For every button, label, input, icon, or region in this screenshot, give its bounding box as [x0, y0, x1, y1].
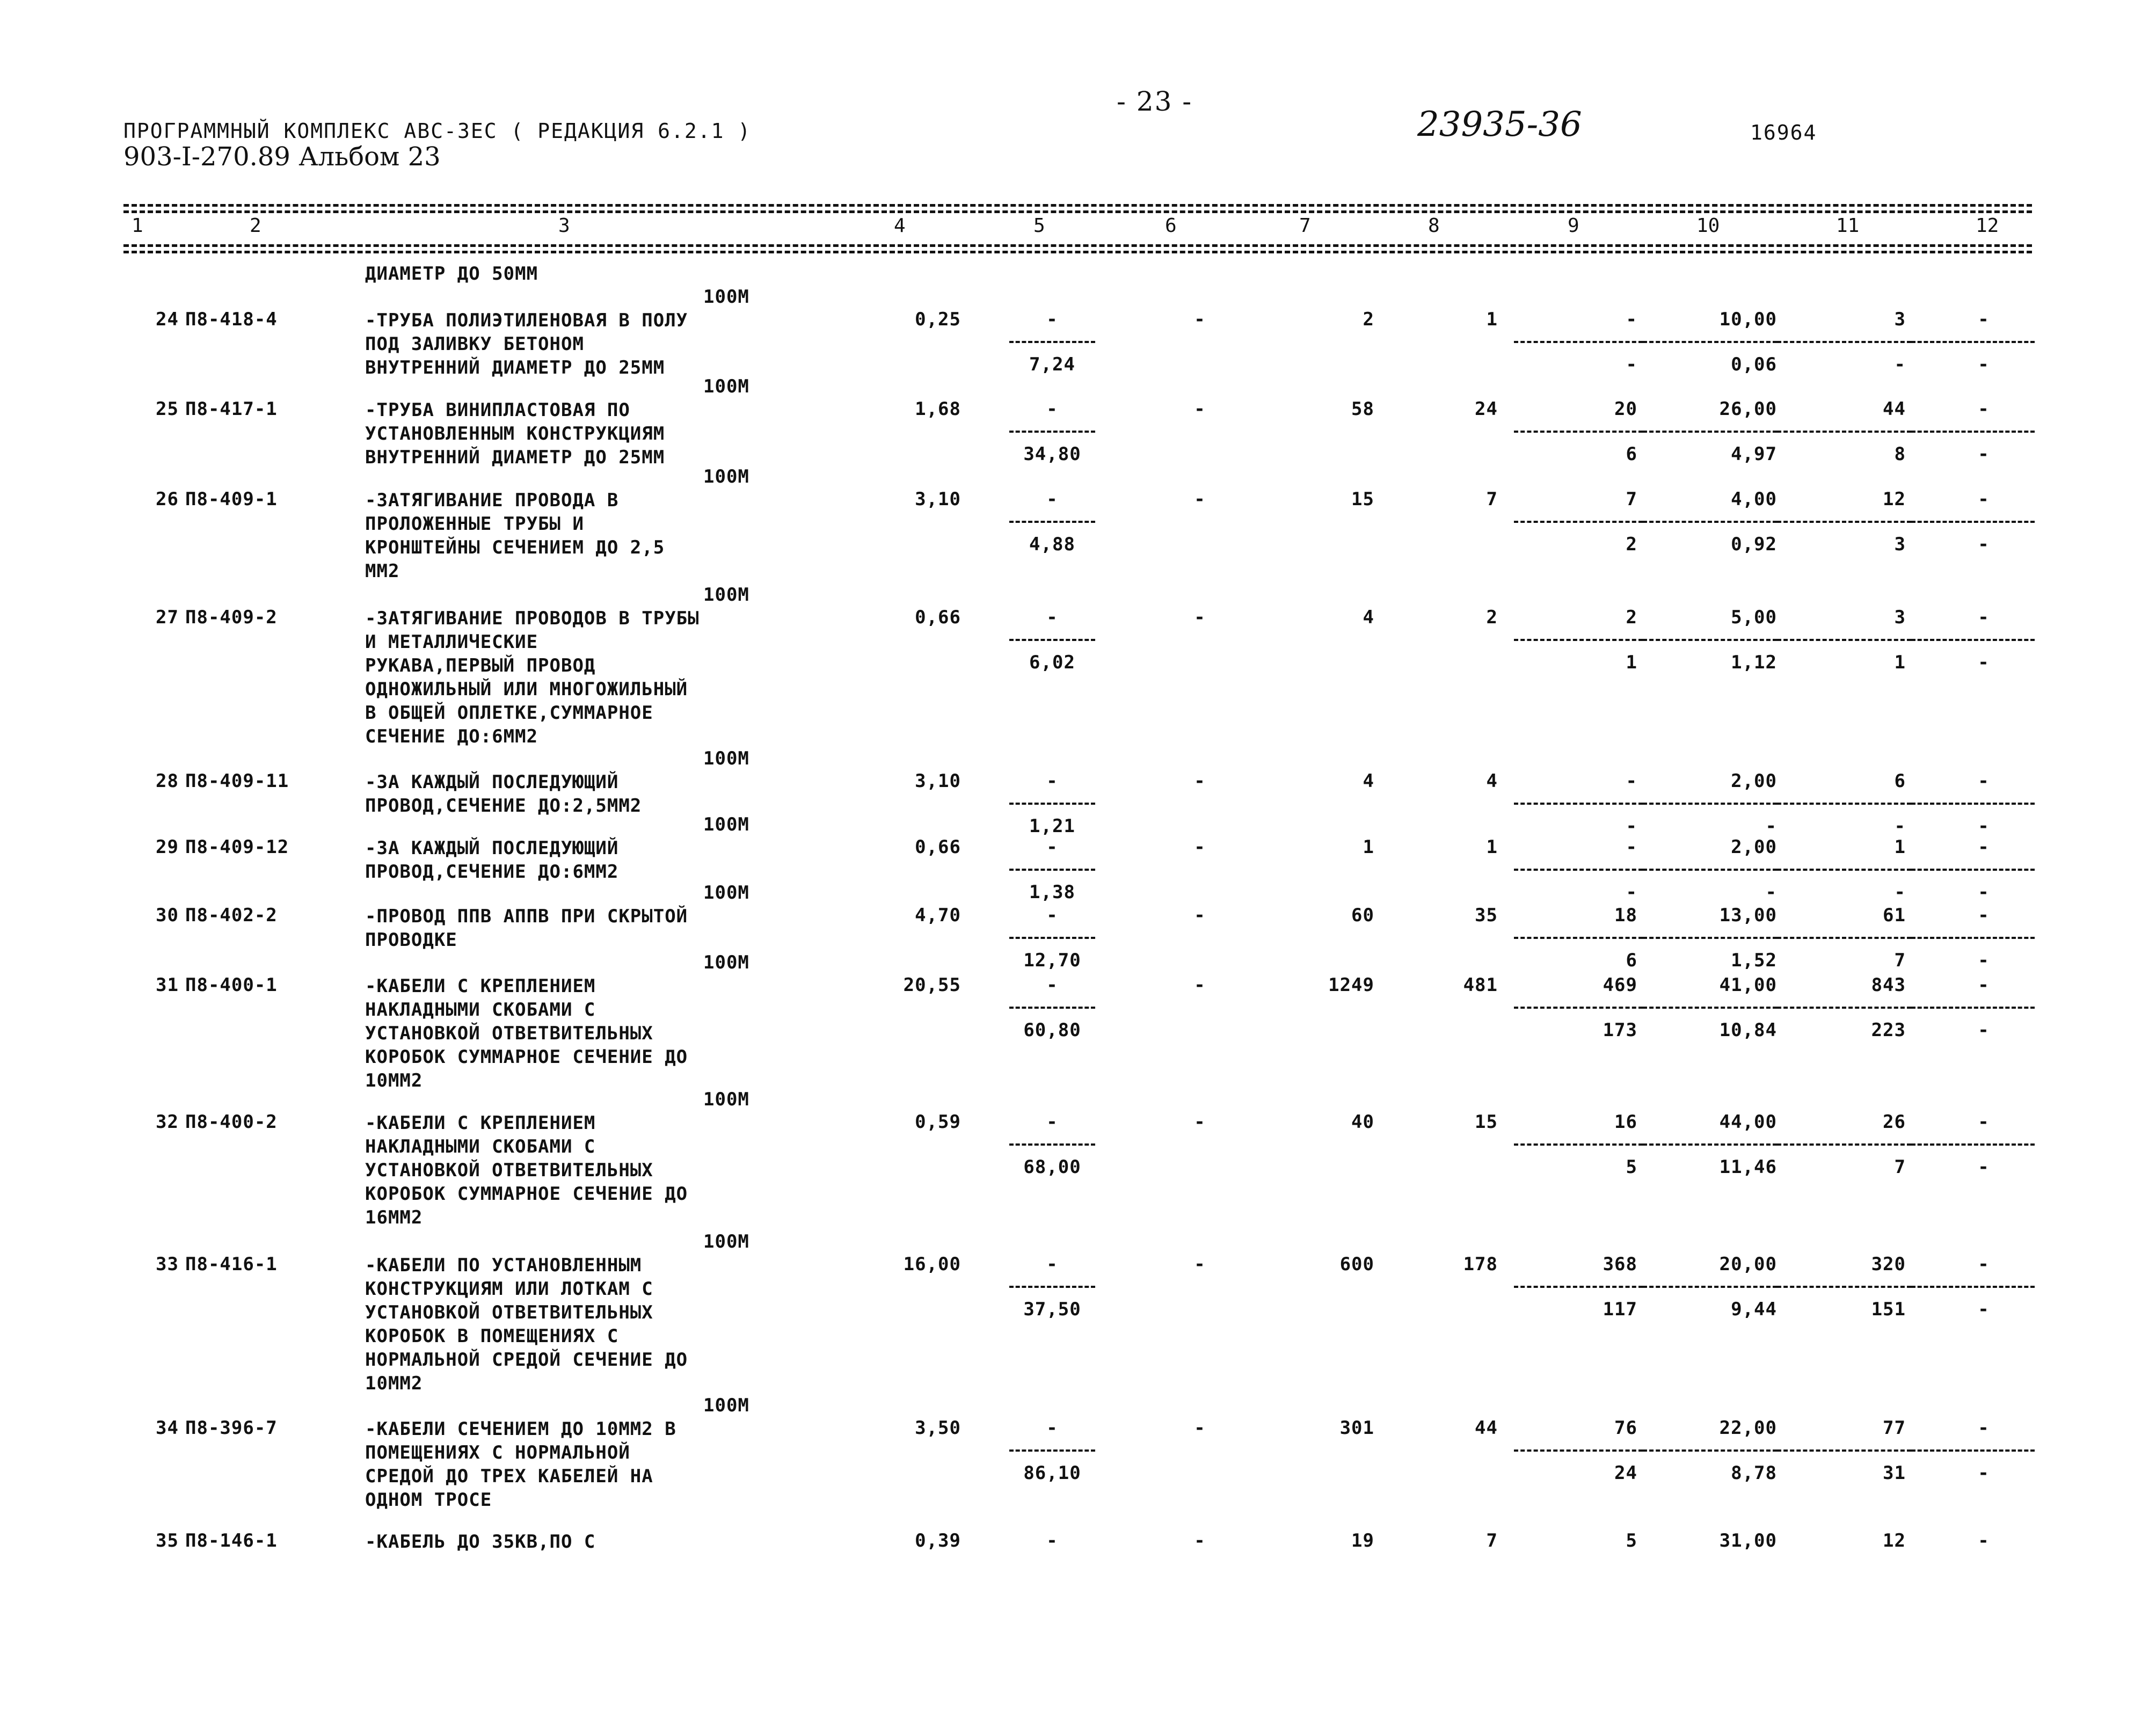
row-col10-bottom: 0,06: [1731, 354, 1777, 375]
row-col8: 7: [1486, 489, 1498, 510]
row-description: -КАБЕЛИ С КРЕПЛЕНИЕМ НАКЛАДНЫМИ СКОБАМИ С УСТАНОВКОЙ ОТВЕТВИТЕЛЬНЫХ КОРОБОК СУММАРНОЕ СЕЧЕНИЕ ДО 10ММ2: [365, 975, 688, 1091]
row-col9-divider: [1514, 937, 1643, 939]
row-col12-bottom: -: [1978, 1299, 1990, 1320]
row-col11-top: 6: [1894, 770, 1906, 792]
row-col10-bottom: 0,92: [1731, 534, 1777, 555]
row-number: 34: [156, 1417, 179, 1439]
row-col6: -: [1194, 1417, 1206, 1439]
row-number: 28: [156, 770, 179, 792]
row-col9-top: 7: [1626, 489, 1637, 510]
column-header-5: 5: [1033, 215, 1045, 237]
row-col9-divider: [1514, 521, 1643, 523]
row-col11-bottom: -: [1894, 882, 1906, 903]
row-col10-bottom: 4,97: [1731, 443, 1777, 465]
row-col10-top: 5,00: [1731, 607, 1777, 628]
row-col5-top: -: [1046, 836, 1058, 858]
row-col10-divider: [1643, 639, 1777, 641]
row-col9-divider: [1514, 639, 1643, 641]
row-code: П8-409-1: [185, 489, 278, 510]
row-code: П8-409-11: [185, 770, 289, 792]
row-col11-divider: [1777, 1449, 1911, 1452]
row-code: П8-402-2: [185, 905, 278, 926]
row-col9-divider: [1514, 1286, 1643, 1288]
row-col9-top: 76: [1614, 1417, 1637, 1439]
row-col9-bottom: 6: [1626, 443, 1637, 465]
row-col6: -: [1194, 770, 1206, 792]
row-col10-divider: [1643, 431, 1777, 433]
row-col11-divider: [1777, 639, 1911, 641]
row-col9-bottom: 5: [1626, 1156, 1637, 1178]
row-col5-divider: [1009, 1286, 1095, 1288]
row-col12-divider: [1911, 803, 2035, 805]
row-col9-divider: [1514, 1007, 1643, 1009]
row-col8: 2: [1486, 607, 1498, 628]
row-col9-top: 18: [1614, 905, 1637, 926]
row-col9-divider: [1514, 1143, 1643, 1146]
row-col11-bottom: 8: [1894, 443, 1906, 465]
row-col10-top: 41,00: [1719, 974, 1777, 996]
column-header-2: 2: [250, 215, 261, 237]
row-col11-divider: [1777, 937, 1911, 939]
row-col12-top: -: [1978, 836, 1990, 858]
row-number: 29: [156, 836, 179, 858]
row-unit: 100М: [703, 882, 749, 904]
row-col5-divider: [1009, 639, 1095, 641]
row-col10-top: 31,00: [1719, 1530, 1777, 1551]
row-col8: 1: [1486, 309, 1498, 330]
row-col11-top: 3: [1894, 309, 1906, 330]
row-col5-divider: [1009, 803, 1095, 805]
row-col10-divider: [1643, 937, 1777, 939]
row-number: 33: [156, 1254, 179, 1275]
row-col10-bottom: 1,52: [1731, 950, 1777, 971]
row-col9-top: 469: [1603, 974, 1637, 996]
handwritten-code: 23935-36: [1417, 105, 1582, 144]
row-col8: 35: [1475, 905, 1498, 926]
row-col9-top: 16: [1614, 1111, 1637, 1133]
row-col7: 58: [1351, 398, 1374, 420]
row-unit: 100М: [703, 1231, 749, 1252]
row-col11-divider: [1777, 1007, 1911, 1009]
row-col12-divider: [1911, 1143, 2035, 1146]
row-unit: 100М: [703, 952, 749, 973]
row-col9-top: 2: [1626, 607, 1637, 628]
row-col10-bottom: 8,78: [1731, 1462, 1777, 1484]
row-col7: 60: [1351, 905, 1374, 926]
row-code: П8-409-12: [185, 836, 289, 858]
row-col11-bottom: 7: [1894, 1156, 1906, 1178]
row-col10-divider: [1643, 869, 1777, 871]
row-code: П8-146-1: [185, 1530, 278, 1551]
row-col10-divider: [1643, 521, 1777, 523]
row-col11-divider: [1777, 1286, 1911, 1288]
row-code: П8-396-7: [185, 1417, 278, 1439]
row-col10-top: 20,00: [1719, 1254, 1777, 1275]
row-col12-top: -: [1978, 974, 1990, 996]
row-col5-divider: [1009, 869, 1095, 871]
row-col11-bottom: 31: [1883, 1462, 1906, 1484]
row-col5-divider: [1009, 341, 1095, 343]
row-col7: 19: [1351, 1530, 1374, 1551]
row-col12-top: -: [1978, 1530, 1990, 1551]
row-col7: 1249: [1328, 974, 1374, 996]
row-code: П8-416-1: [185, 1254, 278, 1275]
row-col11-divider: [1777, 521, 1911, 523]
row-col5-top: -: [1046, 1254, 1058, 1275]
row-col9-divider: [1514, 431, 1643, 433]
row-col9-divider: [1514, 803, 1643, 805]
row-col5-top: -: [1046, 1417, 1058, 1439]
row-col10-top: 10,00: [1719, 309, 1777, 330]
row-col6: -: [1194, 489, 1206, 510]
row-col11-top: 1: [1894, 836, 1906, 858]
row-col12-divider: [1911, 341, 2035, 343]
row-description: -КАБЕЛЬ ДО 35КВ,ПО С: [365, 1531, 596, 1553]
row-col12-bottom: -: [1978, 882, 1990, 903]
row-col12-bottom: -: [1978, 1462, 1990, 1484]
row-col5-top: -: [1046, 309, 1058, 330]
row-col5-divider: [1009, 1449, 1095, 1452]
row-col10-top: 44,00: [1719, 1111, 1777, 1133]
row-col5-bottom: 12,70: [1023, 950, 1081, 971]
row-description: -КАБЕЛИ ПО УСТАНОВЛЕННЫМ КОНСТРУКЦИЯМ ИЛИ ЛОТКАМ С УСТАНОВКОЙ ОТВЕТВИТЕЛЬНЫХ КОРОБОК В ПОМЕЩЕНИЯХ С НОРМАЛЬНОЙ СРЕДОЙ СЕЧЕНИЕ ДО 10ММ2: [365, 1255, 688, 1394]
row-col11-top: 843: [1871, 974, 1906, 996]
row-description: -ЗАТЯГИВАНИЕ ПРОВОДА В ПРОЛОЖЕННЫЕ ТРУБЫ И КРОНШТЕЙНЫ СЕЧЕНИЕМ ДО 2,5 ММ2: [365, 490, 665, 582]
row-col12-bottom: -: [1978, 1156, 1990, 1178]
row-code: П8-417-1: [185, 398, 278, 420]
row-col9-top: 368: [1603, 1254, 1637, 1275]
row-number: 27: [156, 607, 179, 628]
row-code: П8-409-2: [185, 607, 278, 628]
row-col6: -: [1194, 1254, 1206, 1275]
row-col10-bottom: 1,12: [1731, 652, 1777, 673]
row-col5-bottom: 1,21: [1029, 815, 1075, 837]
row-code: П8-418-4: [185, 309, 278, 330]
row-col7: 2: [1363, 309, 1374, 330]
row-unit: 100М: [703, 584, 749, 606]
row-col9-bottom: 24: [1614, 1462, 1637, 1484]
row-col4: 3,10: [915, 489, 961, 510]
row-col5-top: -: [1046, 489, 1058, 510]
row-number: 26: [156, 489, 179, 510]
row-col9-divider: [1514, 869, 1643, 871]
row-col11-top: 77: [1883, 1417, 1906, 1439]
row-col12-bottom: -: [1978, 354, 1990, 375]
column-header-4: 4: [894, 215, 906, 237]
row-col5-bottom: 60,80: [1023, 1019, 1081, 1041]
row-col10-bottom: 9,44: [1731, 1299, 1777, 1320]
row-col10-divider: [1643, 1143, 1777, 1146]
row-col11-top: 3: [1894, 607, 1906, 628]
row-col5-divider: [1009, 1143, 1095, 1146]
row-col11-divider: [1777, 431, 1911, 433]
row-number: 32: [156, 1111, 179, 1133]
row-col4: 16,00: [903, 1254, 961, 1275]
column-header-10: 10: [1696, 215, 1720, 237]
row-col10-top: 26,00: [1719, 398, 1777, 420]
row-col12-bottom: -: [1978, 1019, 1990, 1041]
row-col4: 20,55: [903, 974, 961, 996]
row-unit: 100М: [703, 748, 749, 769]
row-col9-divider: [1514, 1449, 1643, 1452]
row-col10-bottom: -: [1765, 882, 1777, 903]
row-col11-bottom: 151: [1871, 1299, 1906, 1320]
row-number: 25: [156, 398, 179, 420]
row-col5-bottom: 34,80: [1023, 443, 1081, 465]
row-col11-top: 12: [1883, 489, 1906, 510]
row-col12-divider: [1911, 869, 2035, 871]
column-header-9: 9: [1568, 215, 1579, 237]
row-col10-top: 22,00: [1719, 1417, 1777, 1439]
row-col12-top: -: [1978, 905, 1990, 926]
row-number: 30: [156, 905, 179, 926]
row-col10-top: 2,00: [1731, 836, 1777, 858]
row-col12-bottom: -: [1978, 815, 1990, 837]
row-description: -КАБЕЛИ С КРЕПЛЕНИЕМ НАКЛАДНЫМИ СКОБАМИ С УСТАНОВКОЙ ОТВЕТВИТЕЛЬНЫХ КОРОБОК СУММАРНОЕ СЕЧЕНИЕ ДО 16ММ2: [365, 1112, 688, 1228]
row-col12-top: -: [1978, 1417, 1990, 1439]
row-description: ДИАМЕТР ДО 50ММ: [365, 263, 538, 285]
row-col12-bottom: -: [1978, 443, 1990, 465]
row-col11-bottom: 1: [1894, 652, 1906, 673]
row-col10-divider: [1643, 1449, 1777, 1452]
row-col9-bottom: 2: [1626, 534, 1637, 555]
row-col11-bottom: 3: [1894, 534, 1906, 555]
row-col9-bottom: -: [1626, 815, 1637, 837]
row-col6: -: [1194, 1530, 1206, 1551]
row-col5-bottom: 37,50: [1023, 1299, 1081, 1320]
row-col5-top: -: [1046, 905, 1058, 926]
row-col10-bottom: -: [1765, 815, 1777, 837]
row-col10-bottom: 11,46: [1719, 1156, 1777, 1178]
row-unit: 100М: [703, 1089, 749, 1110]
row-col6: -: [1194, 309, 1206, 330]
row-col7: 15: [1351, 489, 1374, 510]
row-col5-bottom: 1,38: [1029, 882, 1075, 903]
row-col5-top: -: [1046, 1111, 1058, 1133]
column-header-3: 3: [558, 215, 570, 237]
row-col10-top: 2,00: [1731, 770, 1777, 792]
row-col9-top: -: [1626, 309, 1637, 330]
row-col6: -: [1194, 836, 1206, 858]
row-col9-bottom: 117: [1603, 1299, 1637, 1320]
row-col5-bottom: 68,00: [1023, 1156, 1081, 1178]
row-col7: 40: [1351, 1111, 1374, 1133]
row-col4: 3,50: [915, 1417, 961, 1439]
row-col5-bottom: 4,88: [1029, 534, 1075, 555]
column-header-6: 6: [1165, 215, 1177, 237]
column-header-8: 8: [1428, 215, 1440, 237]
row-col8: 178: [1463, 1254, 1498, 1275]
row-col9-top: 5: [1626, 1530, 1637, 1551]
row-col7: 600: [1339, 1254, 1374, 1275]
row-col9-bottom: 6: [1626, 950, 1637, 971]
program-header: ПРОГРАММНЫЙ КОМПЛЕКС АВС-3ЕС ( РЕДАКЦИЯ 6.2.1 ): [123, 119, 752, 143]
row-unit: 100М: [703, 1395, 749, 1416]
row-col11-bottom: 223: [1871, 1019, 1906, 1041]
row-col4: 4,70: [915, 905, 961, 926]
row-col4: 0,66: [915, 836, 961, 858]
row-col5-divider: [1009, 937, 1095, 939]
row-col8: 24: [1475, 398, 1498, 420]
row-col9-bottom: -: [1626, 354, 1637, 375]
row-col12-divider: [1911, 1449, 2035, 1452]
row-code: П8-400-2: [185, 1111, 278, 1133]
row-col7: 4: [1363, 607, 1374, 628]
row-col5-top: -: [1046, 607, 1058, 628]
row-description: -ТРУБА ПОЛИЭТИЛЕНОВАЯ В ПОЛУ ПОД ЗАЛИВКУ БЕТОНОМ ВНУТРЕННИЙ ДИАМЕТР ДО 25ММ: [365, 310, 688, 378]
row-col5-top: -: [1046, 974, 1058, 996]
row-col10-divider: [1643, 1286, 1777, 1288]
row-unit: 100М: [703, 376, 749, 397]
row-col9-top: 20: [1614, 398, 1637, 420]
row-col10-divider: [1643, 341, 1777, 343]
row-col8: 4: [1486, 770, 1498, 792]
row-col11-divider: [1777, 869, 1911, 871]
column-header-11: 11: [1836, 215, 1860, 237]
row-col12-top: -: [1978, 489, 1990, 510]
row-col12-divider: [1911, 1007, 2035, 1009]
row-col5-bottom: 7,24: [1029, 354, 1075, 375]
row-col12-divider: [1911, 937, 2035, 939]
row-col5-divider: [1009, 521, 1095, 523]
row-col5-top: -: [1046, 398, 1058, 420]
row-number: 35: [156, 1530, 179, 1551]
row-number: 24: [156, 309, 179, 330]
row-col8: 481: [1463, 974, 1498, 996]
row-col6: -: [1194, 607, 1206, 628]
row-col12-top: -: [1978, 309, 1990, 330]
row-col11-bottom: -: [1894, 354, 1906, 375]
row-col10-divider: [1643, 803, 1777, 805]
row-col5-top: -: [1046, 1530, 1058, 1551]
album-title: 903-I-270.89 Альбом 23: [123, 142, 441, 172]
row-col11-divider: [1777, 803, 1911, 805]
row-col11-bottom: -: [1894, 815, 1906, 837]
row-col12-bottom: -: [1978, 652, 1990, 673]
row-col8: 44: [1475, 1417, 1498, 1439]
row-col11-top: 320: [1871, 1254, 1906, 1275]
row-col12-divider: [1911, 1286, 2035, 1288]
row-description: -ЗА КАЖДЫЙ ПОСЛЕДУЮЩИЙ ПРОВОД,СЕЧЕНИЕ ДО:6ММ2: [365, 837, 619, 883]
column-header-7: 7: [1299, 215, 1311, 237]
row-col12-top: -: [1978, 1254, 1990, 1275]
row-col12-top: -: [1978, 607, 1990, 628]
column-header-1: 1: [132, 215, 143, 237]
row-col5-divider: [1009, 1007, 1095, 1009]
row-col10-divider: [1643, 1007, 1777, 1009]
row-col11-top: 12: [1883, 1530, 1906, 1551]
row-col7: 1: [1363, 836, 1374, 858]
row-col4: 1,68: [915, 398, 961, 420]
row-col4: 0,25: [915, 309, 961, 330]
row-code: П8-400-1: [185, 974, 278, 996]
row-col6: -: [1194, 398, 1206, 420]
row-col12-divider: [1911, 639, 2035, 641]
row-col9-top: -: [1626, 836, 1637, 858]
row-col11-top: 61: [1883, 905, 1906, 926]
row-col4: 0,39: [915, 1530, 961, 1551]
row-col9-bottom: 173: [1603, 1019, 1637, 1041]
row-description: -КАБЕЛИ СЕЧЕНИЕМ ДО 10ММ2 В ПОМЕЩЕНИЯХ С НОРМАЛЬНОЙ СРЕДОЙ ДО ТРЕХ КАБЕЛЕЙ НА ОДНОМ ТРОСЕ: [365, 1418, 676, 1511]
row-col11-top: 26: [1883, 1111, 1906, 1133]
row-col7: 301: [1339, 1417, 1374, 1439]
row-col11-bottom: 7: [1894, 950, 1906, 971]
row-col10-top: 13,00: [1719, 905, 1777, 926]
row-col4: 3,10: [915, 770, 961, 792]
row-description: -ТРУБА ВИНИПЛАСТОВАЯ ПО УСТАНОВЛЕННЫМ КОНСТРУКЦИЯМ ВНУТРЕННИЙ ДИАМЕТР ДО 25ММ: [365, 399, 665, 468]
row-col9-top: -: [1626, 770, 1637, 792]
row-number: 31: [156, 974, 179, 996]
row-col11-divider: [1777, 1143, 1911, 1146]
row-col9-bottom: -: [1626, 882, 1637, 903]
row-col12-top: -: [1978, 770, 1990, 792]
row-col6: -: [1194, 1111, 1206, 1133]
row-col7: 4: [1363, 770, 1374, 792]
row-col5-divider: [1009, 431, 1095, 433]
row-col5-top: -: [1046, 770, 1058, 792]
row-unit: 100М: [703, 814, 749, 835]
row-col4: 0,59: [915, 1111, 961, 1133]
row-description: -ЗА КАЖДЫЙ ПОСЛЕДУЮЩИЙ ПРОВОД,СЕЧЕНИЕ ДО:2,5ММ2: [365, 771, 642, 817]
row-col12-bottom: -: [1978, 950, 1990, 971]
row-unit: 100М: [703, 286, 749, 308]
row-col9-bottom: 1: [1626, 652, 1637, 673]
row-col9-divider: [1514, 341, 1643, 343]
row-col12-top: -: [1978, 398, 1990, 420]
row-col10-top: 4,00: [1731, 489, 1777, 510]
row-unit: 100М: [703, 466, 749, 487]
row-col12-bottom: -: [1978, 534, 1990, 555]
row-col11-top: 44: [1883, 398, 1906, 420]
row-col12-divider: [1911, 431, 2035, 433]
row-col11-divider: [1777, 341, 1911, 343]
row-col12-top: -: [1978, 1111, 1990, 1133]
row-col10-bottom: 10,84: [1719, 1019, 1777, 1041]
row-col6: -: [1194, 905, 1206, 926]
row-col8: 15: [1475, 1111, 1498, 1133]
row-description: -ЗАТЯГИВАНИЕ ПРОВОДОВ В ТРУБЫ И МЕТАЛЛИЧЕСКИЕ РУКАВА,ПЕРВЫЙ ПРОВОД ОДНОЖИЛЬНЫЙ ИЛИ МНОГОЖИЛЬНЫЙ В ОБЩЕЙ ОПЛЕТКЕ,СУММАРНОЕ СЕЧЕНИЕ ДО:6ММ2: [365, 608, 700, 747]
row-description: -ПРОВОД ППВ АППВ ПРИ СКРЫТОЙ ПРОВОДКЕ: [365, 906, 688, 951]
row-col5-bottom: 86,10: [1023, 1462, 1081, 1484]
document-number: 16964: [1750, 121, 1817, 144]
row-col6: -: [1194, 974, 1206, 996]
row-col8: 7: [1486, 1530, 1498, 1551]
row-col12-divider: [1911, 521, 2035, 523]
row-col8: 1: [1486, 836, 1498, 858]
page-number: - 23 -: [1117, 86, 1193, 117]
column-header-12: 12: [1976, 215, 1999, 237]
row-col4: 0,66: [915, 607, 961, 628]
row-col5-bottom: 6,02: [1029, 652, 1075, 673]
